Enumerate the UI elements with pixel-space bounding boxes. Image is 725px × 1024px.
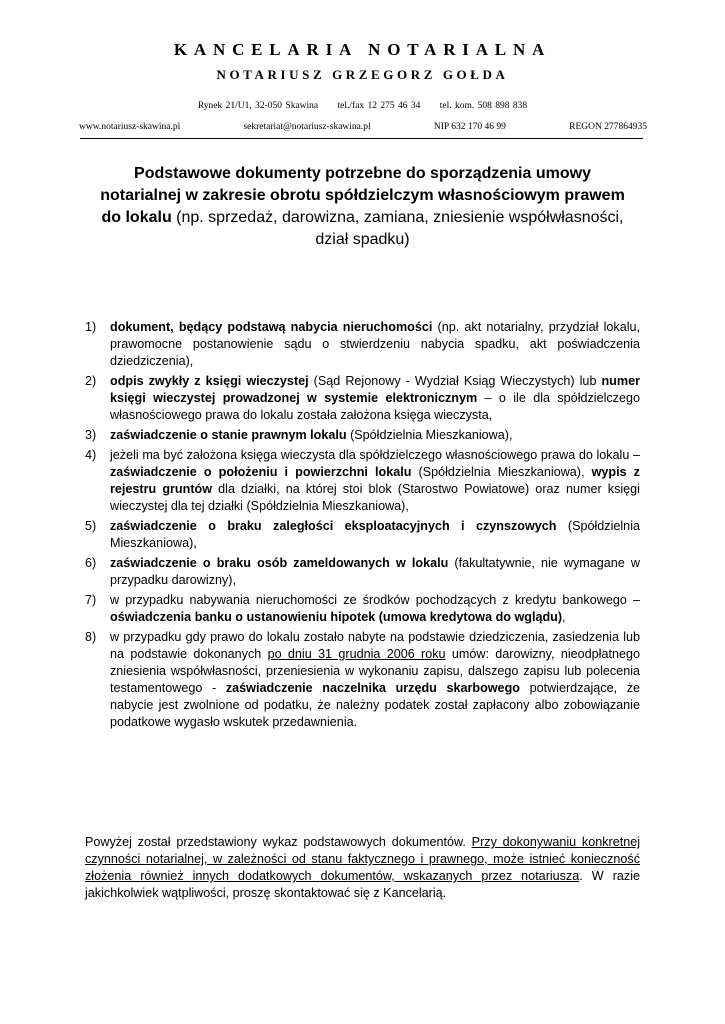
email-link[interactable]: sekretariat@notariusz-skawina.pl bbox=[243, 122, 371, 132]
item-number: 5) bbox=[85, 519, 97, 533]
documents-list bbox=[85, 319, 640, 734]
list-item bbox=[85, 592, 640, 626]
list-item bbox=[85, 555, 640, 589]
item-number: 2) bbox=[85, 374, 97, 388]
item-underlined: po dniu 31 grudnia 2006 roku bbox=[267, 647, 446, 661]
contact-line-2 bbox=[79, 122, 647, 132]
note-underlined: Przy dokonywaniu konkretnej czynności notarialnej, w zależności od stanu faktycznego i prawnego, może istnieć konieczność złożenia również innych dodatkowych dokumentów, wskazanych przez notariusza bbox=[85, 835, 641, 883]
note-text: . W razie jakichkolwiek wątpliwości, proszę skontaktować się z Kancelarią. bbox=[85, 869, 640, 900]
item-bold: zaświadczenie naczelnika urzędu skarbowego bbox=[225, 681, 520, 695]
notary-name: NOTARIUSZ GRZEGORZ GOŁDA bbox=[216, 67, 509, 82]
item-bold: numer księgi wieczystej prowadzonej w systemie elektronicznym bbox=[110, 374, 640, 405]
item-bold: oświadczenia banku o ustanowieniu hipotek (umowa kredytowa do wglądu) bbox=[110, 610, 563, 624]
item-text: (Sąd Rejonowy - Wydział Ksiąg Wieczystych) lub bbox=[308, 374, 602, 388]
title-normal: (np. sprzedaż, darowizna, zamiana, zniesienie współwłasności, dział spadku) bbox=[171, 209, 624, 248]
contact-line-1 bbox=[0, 101, 725, 111]
header-divider bbox=[80, 138, 643, 139]
item-text: potwierdzające, że nabycie jest zwolnione od podatku, że należny podatek został zapłacony albo zobowiązanie podatkowe wygasło wskutek przedawnienia. bbox=[110, 681, 640, 729]
item-text: jeżeli ma być założona księga wieczysta dla spółdzielczego własnościowego prawa do lokalu – bbox=[110, 448, 640, 462]
item-text: w przypadku nabywania nieruchomości ze środków pochodzących z kredytu bankowego – bbox=[110, 593, 640, 607]
item-bold: zaświadczenie o stanie prawnym lokalu bbox=[110, 428, 347, 442]
regon-number: REGON 277864935 bbox=[569, 122, 647, 132]
item-text: – o ile dla spółdzielczego własnościowego prawa do lokalu została założona księga wieczysta, bbox=[110, 391, 640, 422]
item-number: 6) bbox=[85, 556, 97, 570]
item-bold: odpis zwykły z księgi wieczystej bbox=[110, 374, 309, 388]
item-bold: wypis z rejestru gruntów bbox=[110, 465, 640, 496]
address: Rynek 21/U1, 32-050 Skawina bbox=[197, 101, 319, 111]
item-number: 3) bbox=[85, 428, 97, 442]
website-link[interactable]: www.notariusz-skawina.pl bbox=[79, 122, 181, 132]
item-text: (fakultatywnie, nie wymagane w przypadku darowizny), bbox=[110, 556, 640, 587]
title-bold: Podstawowe dokumenty potrzebne do sporządzenia umowy notarialnej w zakresie obrotu spółdzielczym własnościowym prawem do lokalu bbox=[100, 165, 625, 226]
list-item bbox=[85, 427, 640, 444]
item-number: 7) bbox=[85, 593, 97, 607]
item-bold: zaświadczenie o braku zaległości eksploatacyjnych i czynszowych bbox=[110, 519, 557, 533]
list-item bbox=[85, 447, 640, 515]
item-text: dla działki, na której stoi blok (Starostwo Powiatowe) oraz numer księgi wieczystej dla tej działki (Spółdzielnia Mieszkaniowa), bbox=[110, 482, 640, 513]
item-text: (np. akt notarialny, przydział lokalu, prawomocne postanowienie sądu o stwierdzeniu nabycia spadku, akt poświadczenia dziedziczenia), bbox=[110, 320, 640, 368]
firm-name: KANCELARIA NOTARIALNA bbox=[173, 40, 552, 59]
note-text: Powyżej został przedstawiony wykaz podstawowych dokumentów. bbox=[85, 835, 472, 849]
item-bold: dokument, będący podstawą nabycia nieruchomości bbox=[110, 320, 433, 334]
item-text: (Spółdzielnia Mieszkaniowa), bbox=[411, 465, 592, 479]
item-text: (Spółdzielnia Mieszkaniowa), bbox=[346, 428, 513, 442]
mobile-phone: tel. kom. 508 898 838 bbox=[439, 101, 528, 111]
list-item bbox=[85, 629, 640, 731]
item-number: 8) bbox=[85, 630, 97, 644]
closing-note bbox=[85, 834, 640, 902]
item-text: umów: darowizny, nieodpłatnego zniesienia współwłasności, przeniesienia w wykonaniu zapisu, dalszego zapisu lub polecenia testamentowego - bbox=[110, 647, 640, 695]
item-text: , bbox=[562, 610, 566, 624]
list-item bbox=[85, 319, 640, 370]
item-bold: zaświadczenie o położeniu i powierzchni lokalu bbox=[110, 465, 412, 479]
item-text: (Spółdzielnia Mieszkaniowa), bbox=[110, 519, 640, 550]
list-item bbox=[85, 373, 640, 424]
item-text: w przypadku gdy prawo do lokalu zostało nabyte na podstawie dziedziczenia, zasiedzenia lub na podstawie dokonanych bbox=[110, 630, 640, 661]
item-number: 1) bbox=[85, 320, 97, 334]
nip-number: NIP 632 170 46 99 bbox=[433, 122, 506, 132]
item-number: 4) bbox=[85, 448, 97, 462]
item-bold: zaświadczenie o braku osób zameldowanych w lokalu bbox=[110, 556, 449, 570]
document-title bbox=[100, 163, 625, 251]
phone-fax: tel./fax 12 275 46 34 bbox=[337, 101, 421, 111]
list-item bbox=[85, 518, 640, 552]
